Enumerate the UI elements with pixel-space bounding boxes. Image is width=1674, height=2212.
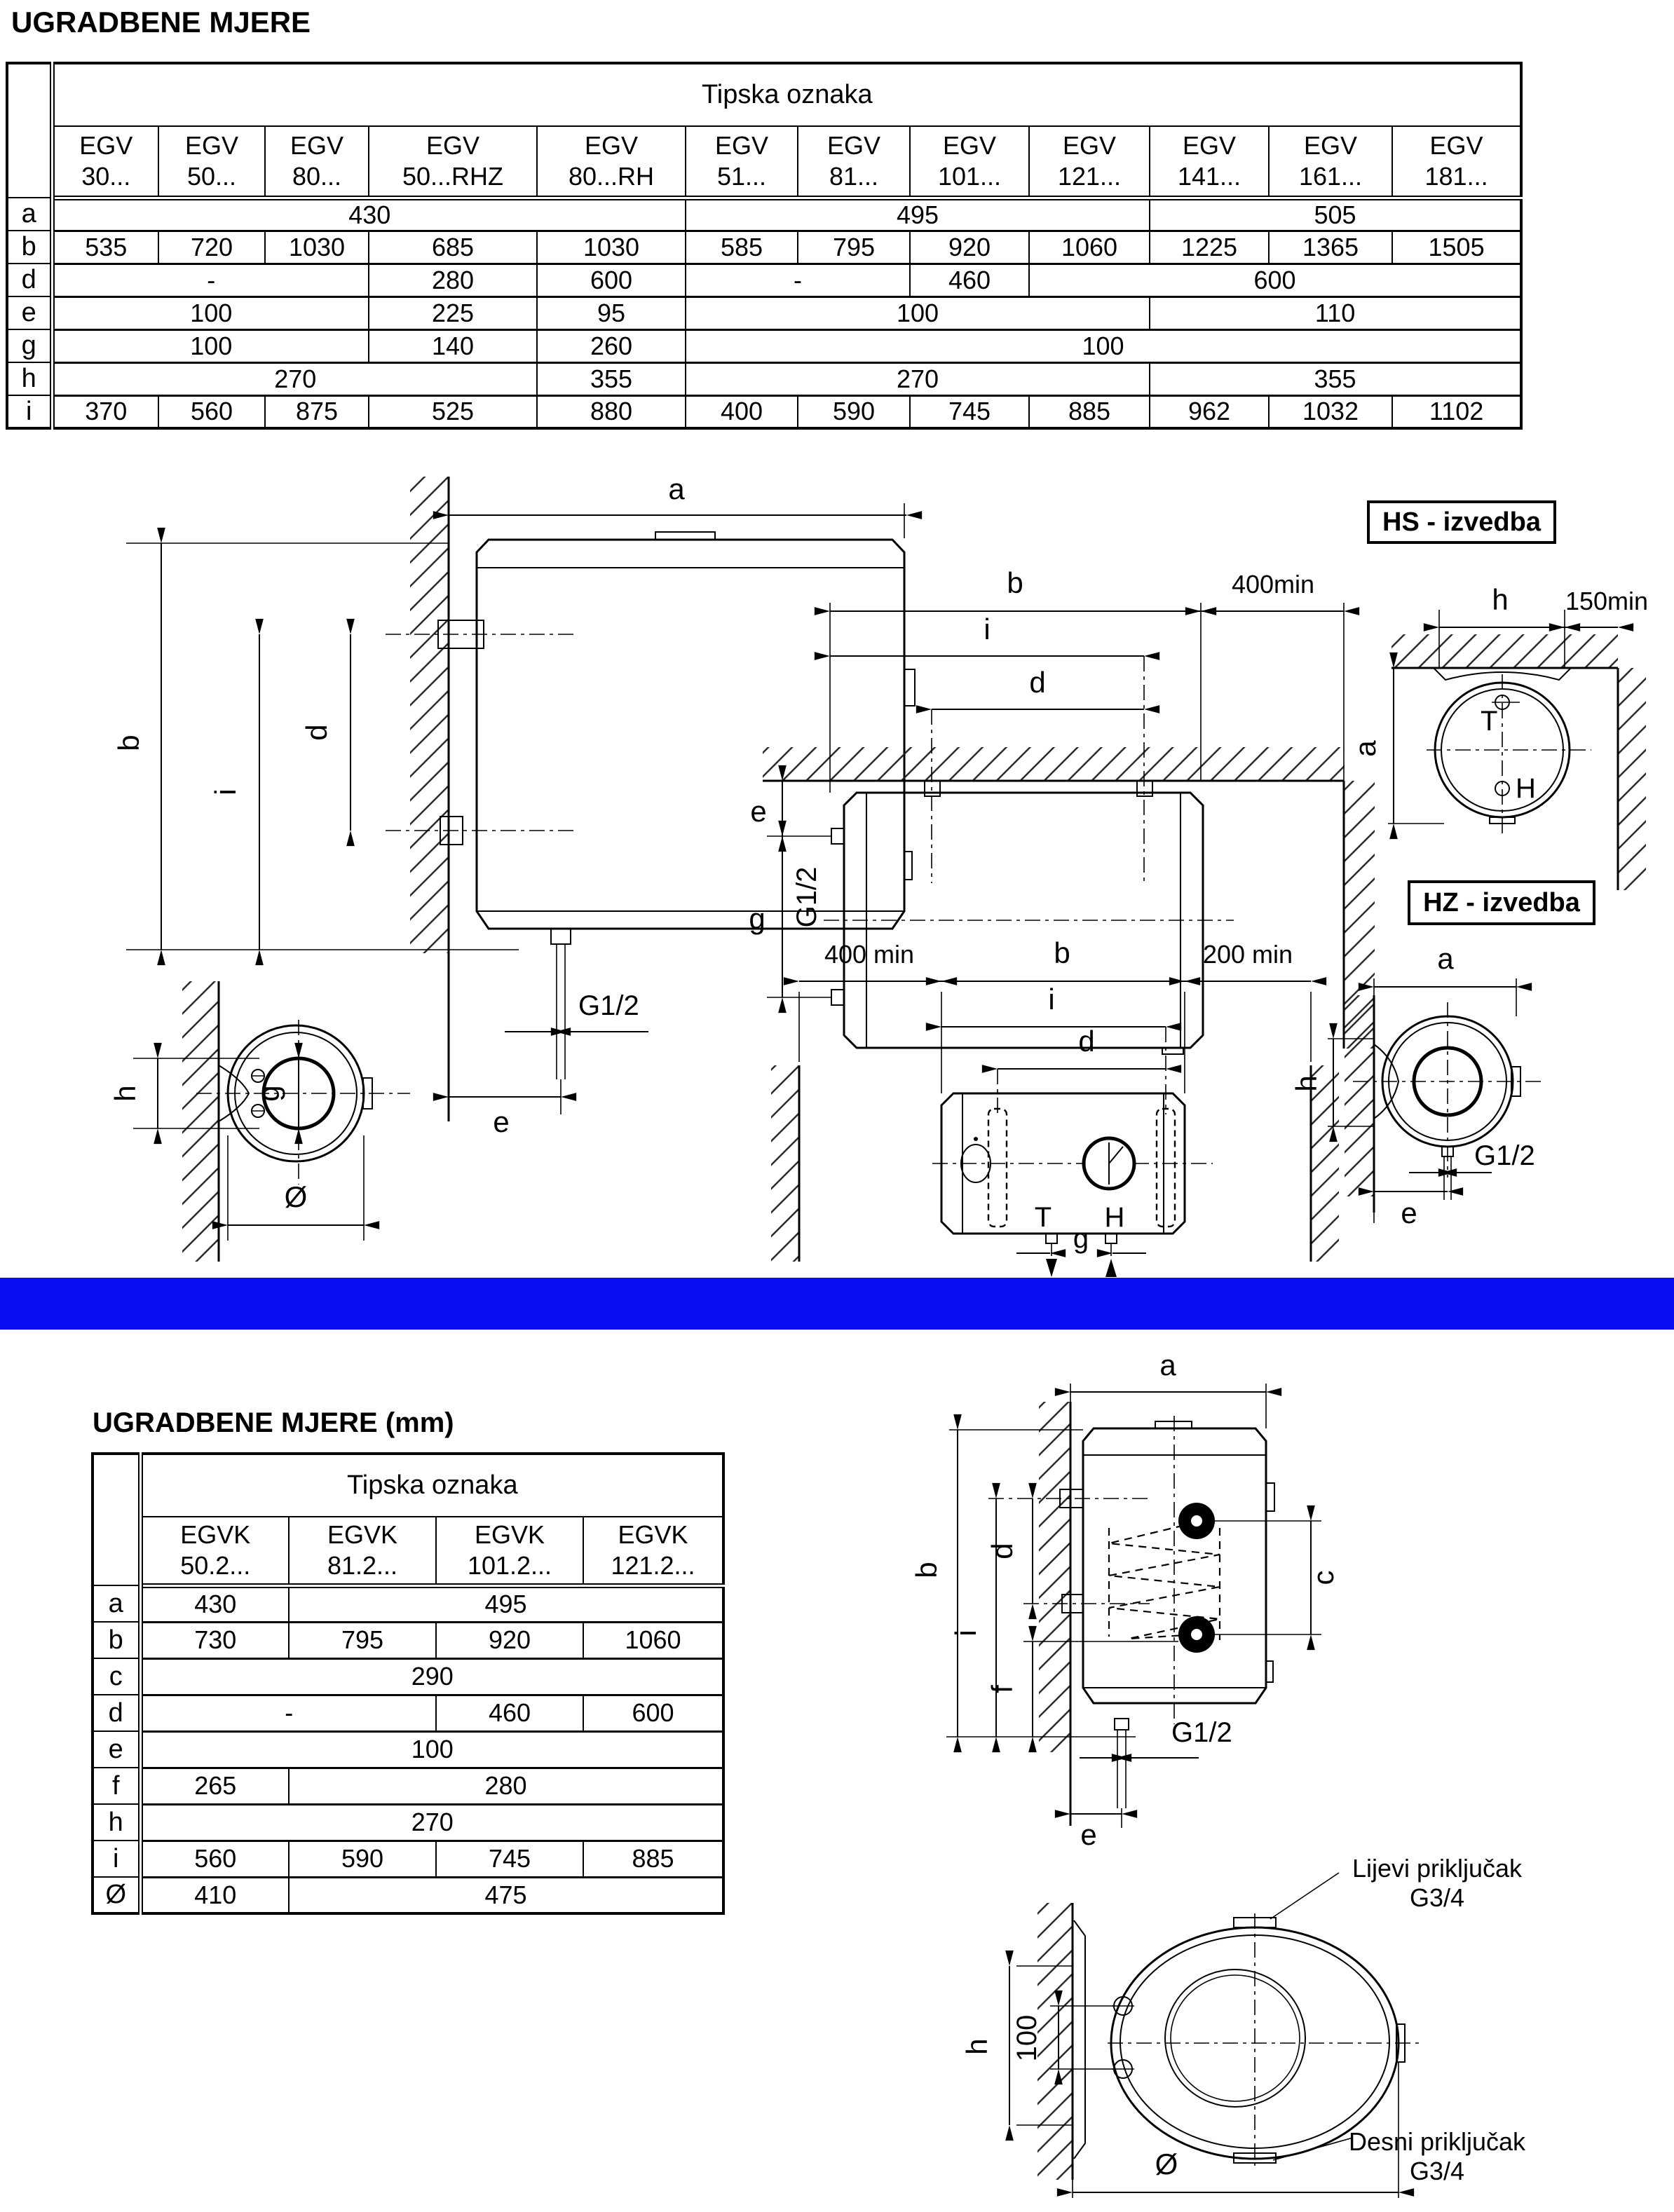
dimension-value-cell: 1060 xyxy=(1029,231,1150,264)
column-header: EGV 80...RH xyxy=(537,126,686,198)
row-label: d xyxy=(7,264,52,296)
dim-b-label: b xyxy=(1007,566,1023,599)
dimension-value-cell: 270 xyxy=(686,362,1150,395)
tipska-oznaka-header: Tipska oznaka xyxy=(52,63,1521,126)
dimension-value-cell: 1365 xyxy=(1269,231,1392,264)
dim-e-label: e xyxy=(1401,1196,1417,1229)
dimension-value-cell: 270 xyxy=(52,362,537,395)
dimension-value-cell: 1032 xyxy=(1269,395,1392,428)
dim-dia-label: Ø xyxy=(284,1180,308,1213)
dim-e-label: e xyxy=(493,1105,510,1138)
dimension-value-cell: 885 xyxy=(1029,395,1150,428)
dimension-value-cell: 100 xyxy=(686,329,1521,362)
dimension-value-cell: 585 xyxy=(686,231,798,264)
table-row xyxy=(93,1622,723,1658)
dimension-value-cell: 590 xyxy=(798,395,910,428)
dim-g-label: g xyxy=(749,902,765,935)
table-row xyxy=(93,1768,723,1804)
inflow-arrow xyxy=(1105,1259,1117,1277)
dim-a-label: a xyxy=(668,472,685,505)
table-row xyxy=(93,1585,723,1622)
row-label: c xyxy=(93,1658,140,1695)
dimension-value-cell: 225 xyxy=(369,296,537,329)
dimension-value-cell: 795 xyxy=(798,231,910,264)
t-label: T xyxy=(1481,706,1498,737)
dim-150min-label: 150min xyxy=(1565,587,1649,615)
dimension-value-cell: 885 xyxy=(583,1841,723,1877)
row-label: e xyxy=(93,1731,140,1768)
g12-label: G1/2 xyxy=(578,990,639,1021)
dim-400min-label: 400 min xyxy=(824,940,915,969)
dimension-value-cell: 1225 xyxy=(1150,231,1269,264)
dim-h-label: h xyxy=(1492,583,1509,616)
dim-f-label: f xyxy=(986,1685,1019,1693)
dimension-value-cell: 1060 xyxy=(583,1622,723,1658)
dimension-value-cell: 410 xyxy=(140,1877,289,1913)
dim-b-label: b xyxy=(910,1562,943,1578)
t-label: T xyxy=(1034,1202,1052,1233)
table-row xyxy=(7,296,1521,329)
egv-dimensions-table xyxy=(6,62,1523,430)
g12-label: G1/2 xyxy=(1474,1140,1535,1171)
table-row xyxy=(7,329,1521,362)
g12-label: G1/2 xyxy=(791,866,822,928)
left-wall-hatch xyxy=(771,1065,799,1262)
dimension-value-cell: 475 xyxy=(289,1877,723,1913)
right-connection-label: Desni priključak xyxy=(1348,2127,1526,2156)
column-header: EGV 50...RHZ xyxy=(369,126,537,198)
table-row xyxy=(93,1877,723,1913)
dimension-value-cell: 400 xyxy=(686,395,798,428)
column-header: EGVK 50.2... xyxy=(140,1517,289,1585)
dimension-value-cell: 535 xyxy=(52,231,158,264)
dimension-value-cell: 685 xyxy=(369,231,537,264)
dimension-value-cell: 460 xyxy=(910,264,1029,296)
table-row xyxy=(93,1804,723,1841)
tipska-oznaka-header: Tipska oznaka xyxy=(140,1454,723,1517)
dim-g-label: g xyxy=(1073,1223,1089,1254)
dimension-value-cell: 100 xyxy=(52,329,369,362)
row-label: b xyxy=(93,1622,140,1658)
dimension-value-cell: 920 xyxy=(436,1622,583,1658)
dimension-value-cell: 525 xyxy=(369,395,537,428)
dimension-value-cell: 370 xyxy=(52,395,158,428)
egvk-bottom-view-diagram xyxy=(946,1836,1674,2212)
column-header: EGV 50... xyxy=(158,126,265,198)
dimension-value-cell: 265 xyxy=(140,1768,289,1804)
row-label-header xyxy=(7,63,52,198)
dim-d-label: d xyxy=(986,1543,1019,1559)
row-label: i xyxy=(7,395,52,428)
dimension-value-cell: 495 xyxy=(289,1585,723,1622)
h-point-label: H xyxy=(1516,773,1536,804)
dimension-value-cell: 100 xyxy=(686,296,1150,329)
ceiling-hatch xyxy=(1391,634,1618,668)
wall-hatch xyxy=(1618,668,1646,890)
dim-h-label: h xyxy=(960,2038,993,2055)
dim-b-label: b xyxy=(1054,936,1070,969)
row-label: i xyxy=(93,1841,140,1877)
blue-divider xyxy=(0,1278,1674,1330)
column-header: EGVK 121.2... xyxy=(583,1517,723,1585)
dimension-value-cell: 280 xyxy=(369,264,537,296)
section2-title: UGRADBENE MJERE (mm) xyxy=(93,1407,454,1438)
dimension-value-cell: 290 xyxy=(140,1658,723,1695)
dimension-value-cell: 920 xyxy=(910,231,1029,264)
dimension-value-cell: 560 xyxy=(140,1841,289,1877)
dimension-value-cell: 495 xyxy=(686,198,1150,231)
egvk-vertical-view-diagram xyxy=(910,1349,1423,1851)
row-label: d xyxy=(93,1695,140,1731)
dimension-value-cell: 875 xyxy=(265,395,369,428)
dimension-value-cell: 430 xyxy=(52,198,686,231)
dim-200min-label: 200 min xyxy=(1202,940,1293,969)
column-header: EGV 81... xyxy=(798,126,910,198)
dim-400min-label: 400min xyxy=(1231,570,1315,599)
dimension-value-cell: 355 xyxy=(537,362,686,395)
column-header: EGV 80... xyxy=(265,126,369,198)
upper-pipe xyxy=(831,828,844,844)
dimension-value-cell: 140 xyxy=(369,329,537,362)
table-row xyxy=(7,362,1521,395)
thermostat xyxy=(1084,1138,1134,1189)
dimension-value-cell: 1030 xyxy=(537,231,686,264)
table-row xyxy=(7,264,1521,296)
row-label: h xyxy=(7,362,52,395)
dim-d-label: d xyxy=(1029,666,1046,699)
column-header: EGV 121... xyxy=(1029,126,1150,198)
wall-hatch xyxy=(410,477,449,953)
dim-i-label: i xyxy=(984,613,991,646)
left-connection-size: G3/4 xyxy=(1409,1883,1465,1912)
dim-h-label: h xyxy=(109,1085,142,1102)
g12-label: G1/2 xyxy=(1171,1717,1232,1748)
dimension-value-cell: 110 xyxy=(1150,296,1521,329)
dimension-value-cell: 600 xyxy=(583,1695,723,1731)
wall-hatch xyxy=(1037,1903,1073,2180)
dimension-value-cell: - xyxy=(686,264,910,296)
dimension-value-cell: 280 xyxy=(289,1768,723,1804)
h-label: H xyxy=(1104,1202,1125,1233)
dimension-value-cell: - xyxy=(52,264,369,296)
page-title: UGRADBENE MJERE xyxy=(11,6,311,39)
row-label: a xyxy=(7,198,52,231)
dimension-value-cell: 745 xyxy=(910,395,1029,428)
dim-100-label: 100 xyxy=(1012,2014,1042,2062)
dimension-value-cell: 720 xyxy=(158,231,265,264)
table-row xyxy=(93,1841,723,1877)
column-header: EGVK 101.2... xyxy=(436,1517,583,1585)
wall-hatch xyxy=(1345,995,1374,1196)
table-row xyxy=(93,1695,723,1731)
hs-version-label: HS - izvedba xyxy=(1367,500,1556,544)
dimension-value-cell: 260 xyxy=(537,329,686,362)
dim-d-label: d xyxy=(300,724,333,741)
row-label: e xyxy=(7,296,52,329)
dimension-value-cell: 600 xyxy=(537,264,686,296)
dim-a-label: a xyxy=(1159,1349,1176,1381)
dim-a-label: a xyxy=(1349,740,1382,757)
column-header: EGV 161... xyxy=(1269,126,1392,198)
dim-i-label: i xyxy=(1048,983,1055,1016)
table-row xyxy=(7,395,1521,428)
dimension-value-cell: - xyxy=(140,1695,436,1731)
dimension-value-cell: 560 xyxy=(158,395,265,428)
dimension-value-cell: 1505 xyxy=(1392,231,1521,264)
dimension-value-cell: 100 xyxy=(140,1731,723,1768)
column-header: EGVK 81.2... xyxy=(289,1517,436,1585)
table-row xyxy=(93,1658,723,1695)
hz-version-label: HZ - izvedba xyxy=(1408,880,1595,925)
dim-d-label: d xyxy=(1078,1025,1095,1058)
dimension-value-cell: 460 xyxy=(436,1695,583,1731)
wall-hatch xyxy=(182,981,219,1262)
row-label: b xyxy=(7,231,52,264)
left-connection-label: Lijevi priključak xyxy=(1352,1854,1523,1883)
dim-i-label: i xyxy=(209,788,242,796)
dim-h-label: h xyxy=(1290,1075,1323,1092)
row-label: Ø xyxy=(93,1877,140,1913)
bottom-pipe xyxy=(1115,1719,1129,1730)
wall-hatch xyxy=(1039,1402,1070,1752)
mounting-strap xyxy=(1074,1920,1085,2159)
dimension-value-cell: 962 xyxy=(1150,395,1269,428)
row-label: g xyxy=(7,329,52,362)
bottom-pipe xyxy=(551,929,571,1079)
dim-e-label: e xyxy=(1080,1818,1097,1851)
dimension-value-cell: 880 xyxy=(537,395,686,428)
tank-circle xyxy=(1111,1918,1405,2163)
dimension-value-cell: 100 xyxy=(52,296,369,329)
column-header: EGV 181... xyxy=(1392,126,1521,198)
dimension-value-cell: 270 xyxy=(140,1804,723,1841)
dim-a-label: a xyxy=(1437,942,1454,975)
table-row xyxy=(93,1731,723,1768)
dim-i-label: i xyxy=(949,1630,982,1637)
dimension-value-cell: 795 xyxy=(289,1622,436,1658)
mounting-rails xyxy=(988,1109,1175,1227)
hz-end-view-diagram xyxy=(1290,942,1668,1272)
dimension-value-cell: 355 xyxy=(1150,362,1521,395)
dim-c-label: c xyxy=(1307,1570,1340,1585)
column-header: EGV 30... xyxy=(52,126,158,198)
dim-e-label: e xyxy=(750,795,767,828)
column-header: EGV 101... xyxy=(910,126,1029,198)
dimension-value-cell: 600 xyxy=(1029,264,1521,296)
dimension-value-cell: 505 xyxy=(1150,198,1521,231)
egvk-dimensions-table xyxy=(91,1452,725,1915)
egv-bottom-view-diagram xyxy=(91,960,484,1276)
column-header: EGV 51... xyxy=(686,126,798,198)
ceiling-hatch xyxy=(763,747,1345,781)
dimension-value-cell: 1102 xyxy=(1392,395,1521,428)
hs-end-view-diagram xyxy=(1349,582,1674,897)
row-label: a xyxy=(93,1585,140,1622)
dimension-value-cell: 730 xyxy=(140,1622,289,1658)
row-label: f xyxy=(93,1768,140,1804)
dim-g-label: g xyxy=(252,1085,285,1102)
dimension-value-cell: 95 xyxy=(537,296,686,329)
dimension-value-cell: 1030 xyxy=(265,231,369,264)
right-connection-size: G3/4 xyxy=(1409,2157,1465,2185)
row-label-header xyxy=(93,1454,140,1585)
table-row xyxy=(7,231,1521,264)
dimension-value-cell: 745 xyxy=(436,1841,583,1877)
column-header: EGV 141... xyxy=(1150,126,1269,198)
dim-b-label: b xyxy=(112,735,145,751)
outflow-arrow xyxy=(1046,1259,1057,1277)
hz-front-view-diagram xyxy=(764,932,1381,1279)
table-row xyxy=(7,198,1521,231)
dim-dia-label: Ø xyxy=(1155,2148,1178,2180)
dimension-value-cell: 590 xyxy=(289,1841,436,1877)
row-label: h xyxy=(93,1804,140,1841)
dimension-value-cell: 430 xyxy=(140,1585,289,1622)
